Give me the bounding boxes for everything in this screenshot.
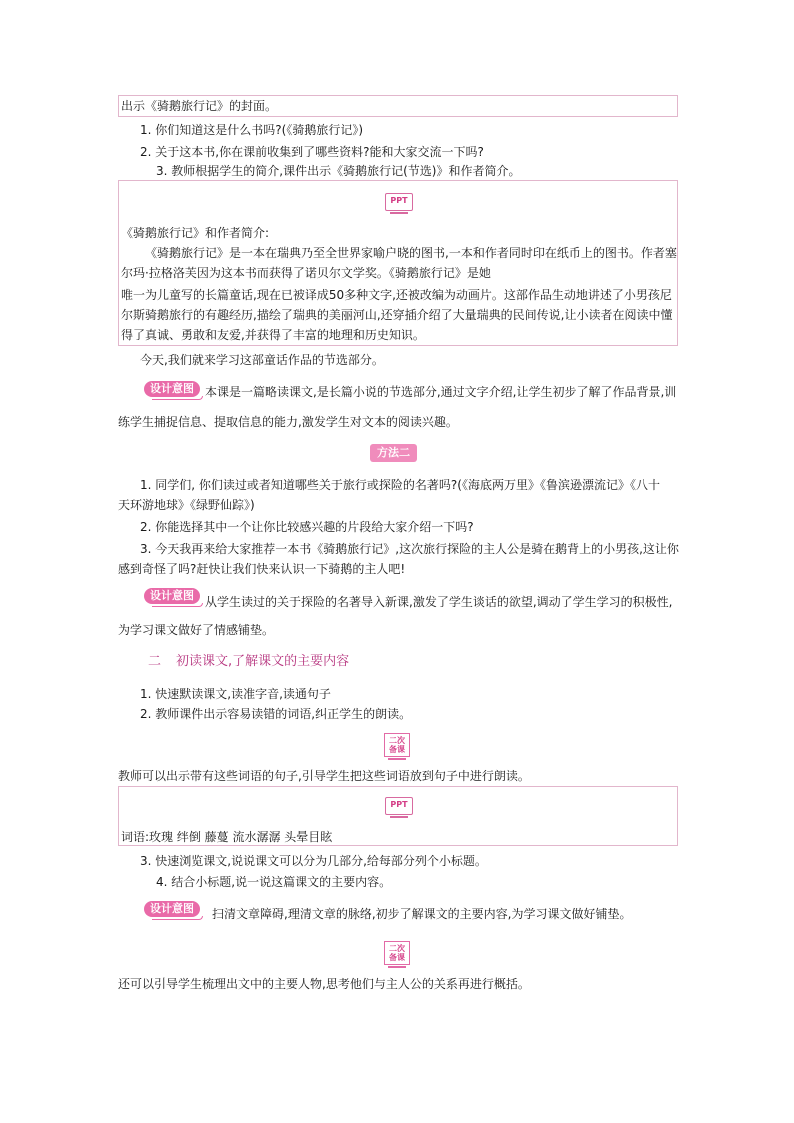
design-intent-1-line-1: 本课是一篇略读课文,是长篇小说的节选部分,通过文字介绍,让学生初步了解了作品背景,训 [205, 385, 677, 399]
teacher-note-2: 还可以引导学生梳理出文中的主要人物,思考他们与主人公的关系再进行概括。 [118, 977, 530, 991]
second-prep-icon: 二次 备课 [384, 733, 410, 757]
intro-text: 出示《骑鹅旅行记》的封面。 [121, 99, 278, 113]
design-intent-2-line-1: 从学生读过的关于探险的名著导入新课,激发了学生谈话的欲望,调动了学生学习的积极性, [205, 595, 673, 609]
vocabulary-box [118, 786, 678, 846]
question-1: 1. 你们知道这是什么书吗?(《骑鹅旅行记》) [140, 123, 363, 137]
design-intent-2-line-2: 为学习课文做好了情感铺垫。 [118, 623, 275, 637]
method-q2: 2. 你能选择其中一个让你比较感兴趣的片段给大家介绍一下吗? [140, 520, 474, 534]
design-intent-tag: 设计意图 [144, 901, 200, 917]
design-intent-3: 扫清文章障碍,理清文章的脉络,初步了解课文的主要内容,为学习课文做好铺垫。 [212, 907, 632, 921]
method-q1-line-2: 天环游地球》《绿野仙踪》) [118, 498, 255, 512]
question-2: 2. 关于这本书,你在课前收集到了哪些资料?能和大家交流一下吗? [140, 145, 484, 159]
author-intro-line-4: 尔斯骑鹅旅行的有趣经历,描绘了瑞典的美丽河山,还穿插介绍了大量瑞典的民间传说,让小读者在阅读中懂 [121, 308, 673, 322]
section-title: 初读课文,了解课文的主要内容 [176, 654, 350, 669]
question-3: 3. 教师根据学生的简介,课件出示《骑鹅旅行记(节选)》和作者简介。 [156, 164, 521, 178]
section-number: 二 [148, 654, 162, 669]
design-intent-tag: 设计意图 [144, 588, 200, 604]
design-intent-1-line-2: 练学生捕捉信息、提取信息的能力,激发学生对文本的阅读兴趣。 [118, 415, 458, 429]
author-intro-box [118, 180, 678, 346]
author-intro-title: 《骑鹅旅行记》和作者简介: [121, 226, 270, 240]
author-intro-line-2: 尔玛·拉格洛芙因为这本书而获得了诺贝尔文学奖。《骑鹅旅行记》是她 [121, 266, 491, 280]
method-q1-line-1: 1. 同学们, 你们读过或者知道哪些关于旅行或探险的名著吗?(《海底两万里》《鲁滨逊漂流记》《八十 [140, 478, 660, 492]
second-prep-icon: 二次 备课 [384, 941, 410, 965]
method-q3-line-1: 3. 今天我再来给大家推荐一本书《骑鹅旅行记》,这次旅行探险的主人公是骑在鹅背上的小男孩,这让你 [140, 542, 679, 556]
teacher-note-1: 教师可以出示带有这些词语的句子,引导学生把这些词语放到句子中进行朗读。 [118, 769, 530, 783]
today-text: 今天,我们就来学习这部童话作品的节选部分。 [140, 353, 384, 367]
vocabulary-text: 词语:玫瑰 绊倒 藤蔓 流水潺潺 头晕目眩 [121, 830, 333, 844]
method-q3-line-2: 感到奇怪了吗?赶快让我们快来认识一下骑鹅的主人吧! [118, 562, 406, 576]
step-3: 3. 快速浏览课文,说说课文可以分为几部分,给每部分列个小标题。 [140, 854, 487, 868]
step-2: 2. 教师课件出示容易读错的词语,纠正学生的朗读。 [140, 707, 412, 721]
ppt-icon: PPT [385, 193, 413, 211]
method-two-badge: 方法二 [370, 444, 417, 462]
design-intent-tag: 设计意图 [144, 381, 200, 397]
intro-box [118, 95, 678, 117]
step-1: 1. 快速默读课文,读准字音,读通句子 [140, 687, 331, 701]
author-intro-line-1: 《骑鹅旅行记》是一本在瑞典乃至全世界家喻户晓的图书,一本和作者同时印在纸币上的图书。作者塞 [145, 246, 677, 260]
ppt-icon: PPT [385, 797, 413, 815]
step-4: 4. 结合小标题,说一说这篇课文的主要内容。 [156, 875, 392, 889]
author-intro-line-3: 唯一为儿童写的长篇童话,现在已被译成50多种文字,还被改编为动画片。这部作品生动地讲述了小男孩尼 [121, 288, 672, 302]
author-intro-line-5: 得了真诚、勇敢和友爱,并获得了丰富的地理和历史知识。 [121, 328, 425, 342]
